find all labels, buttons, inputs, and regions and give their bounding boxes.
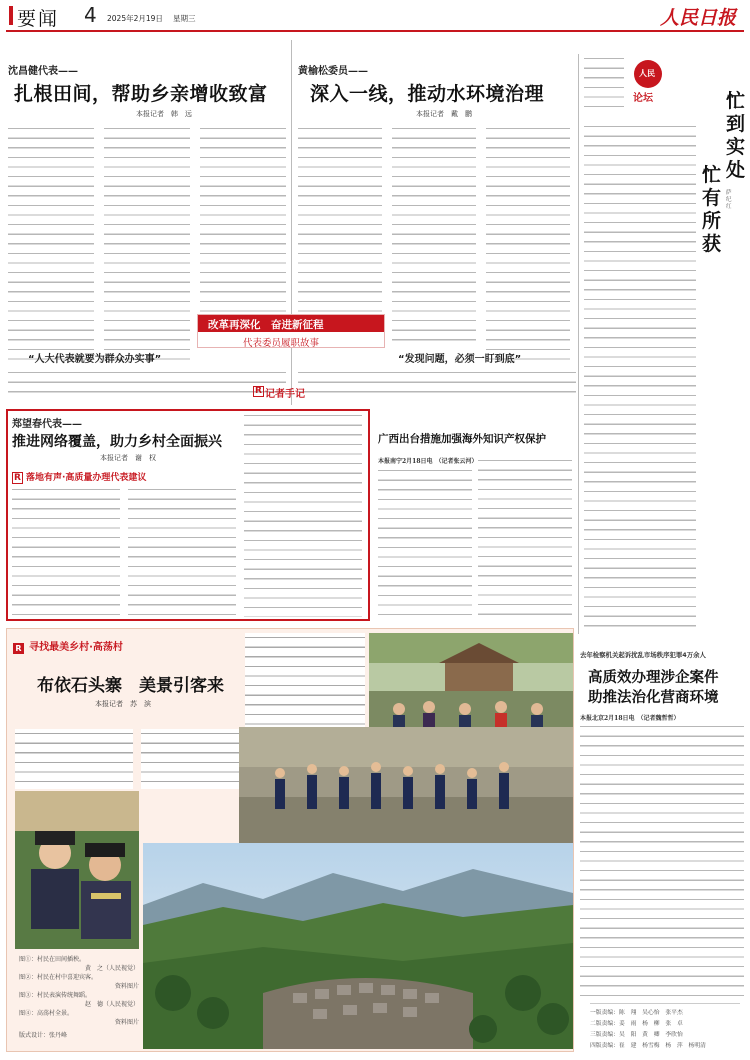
article-kicker: 郑望春代表—— (12, 419, 82, 430)
article-headline: 推进网络覆盖，助力乡村全面振兴 (12, 434, 222, 450)
credit-line: 三版责编：吴 阳 黄 卿 李欣怡 (590, 1032, 683, 1038)
body-text-column (8, 368, 286, 400)
credit-line: 一版责编：陈 翔 吴心怡 张平杰 (590, 1010, 683, 1016)
banner-line1: 改革再深化 奋进新征程 (208, 319, 324, 331)
article-headline: 广西出台措施加强海外知识产权保护 (378, 433, 546, 445)
commentary-left-border (578, 54, 579, 634)
article-byline: 本报记者 韩 远 (136, 110, 192, 118)
caption-line: 图④：高荡村全景。 (19, 1010, 74, 1017)
article-kicker: 沈昌健代表—— (8, 66, 78, 77)
r-icon: R (14, 473, 21, 483)
body-text-column (378, 466, 472, 622)
masthead-logo: 人民日报 (660, 7, 737, 29)
caption-line: 图③：村民表演传统舞蹈。 (19, 992, 92, 999)
editor-credits (590, 1003, 740, 1057)
article-kicker: 黄榆松委员—— (298, 66, 368, 77)
article-kicker: 去年检察机关起诉扰乱市场秩序犯罪4万余人 (580, 651, 706, 659)
article-headline: 助推法治化营商环境 (588, 690, 719, 706)
feature-byline: 本报记者 苏 滨 (95, 700, 151, 708)
commentary-text (584, 54, 624, 114)
article-headline: 高质效办理涉企案件 (588, 670, 719, 686)
credit-line: 二版责编：姜 雨 杨 柳 张 卓 (590, 1021, 683, 1027)
feature-tag-label: 寻找最美乡村·高荡村 (29, 642, 123, 653)
article-headline: 深入一线，推动水环境治理 (310, 83, 545, 105)
caption-line: 图①：村民在田间插秧。 (19, 956, 86, 963)
quote-subheading: “人大代表就要为群众办实事” (28, 354, 162, 365)
photo-welcome (369, 633, 573, 741)
caption-credit: 资料图片 (114, 983, 139, 990)
series-banner (197, 314, 385, 348)
body-text-column (200, 124, 286, 346)
body-text-column (478, 456, 572, 622)
body-text-column (580, 722, 744, 998)
article-byline: 本报记者 谢 权 (100, 454, 156, 462)
photo-dance (239, 727, 573, 847)
body-text-column (141, 729, 239, 789)
caption-credit: 赵 德（人民视觉） (84, 1001, 139, 1008)
column-divider (291, 40, 292, 405)
article-guangxi (378, 409, 574, 629)
feature-tag (13, 635, 123, 654)
photo-captions (19, 955, 139, 1051)
commentary-author: 萨 纪 红 (726, 190, 738, 210)
commentary-logo (630, 60, 666, 104)
sub-column-tag (12, 470, 146, 483)
page-number: 4 (84, 3, 97, 27)
article-zheng-box (6, 409, 370, 621)
commentary-box (578, 40, 744, 638)
page-header (0, 0, 750, 34)
issue-date: 2025年2月19日 (107, 14, 163, 23)
article-headline: 扎根田间，帮助乡亲增收致富 (14, 83, 268, 105)
section-marker (9, 6, 13, 25)
article-procuratorate (580, 650, 744, 1000)
body-text-column (298, 124, 382, 346)
layout-designer: 版式设计：张丹峰 (19, 1032, 68, 1039)
commentary-text (584, 122, 696, 634)
r-icon: R (13, 643, 24, 654)
issue-weekday: 星期三 (173, 14, 196, 23)
photo-panorama (143, 843, 573, 1049)
logo-bottom-text: 论坛 (633, 93, 653, 104)
reporter-notes-label: 记者手记 (265, 389, 305, 400)
section-name: 要闻 (17, 8, 60, 30)
caption-credit: 资料图片 (114, 1019, 139, 1026)
photo-villager (15, 791, 139, 949)
village-feature (6, 628, 574, 1052)
article-dateline: 本报北京2月18日电 （记者魏哲哲） (580, 715, 680, 722)
article-byline: 本报记者 戴 鹏 (416, 110, 472, 118)
logo-top-text: 人民 (639, 69, 655, 78)
body-text-column (392, 124, 476, 346)
sub-column-label: 落地有声·高质量办理代表建议 (25, 473, 147, 483)
r-icon: R (255, 386, 262, 396)
caption-credit: 黄 之（人民视觉） (84, 965, 139, 972)
body-text-column (12, 485, 120, 617)
banner-line2: 代表委员履职故事 (243, 338, 320, 349)
header-rule (6, 30, 744, 32)
article-dateline: 本报南宁2月18日电 （记者张云河） (378, 458, 478, 465)
credit-line: 四版责编：崔 建 杨雪梅 杨 萍 杨明清 (590, 1043, 706, 1049)
body-text-column (128, 485, 236, 617)
caption-line: 图②：村民在村中喜迎宾客。 (19, 974, 98, 981)
body-text-column (15, 729, 133, 789)
feature-headline: 布依石头寨 美景引客来 (37, 676, 224, 696)
body-text-column (245, 633, 365, 727)
body-text-column (244, 411, 362, 617)
body-text-column (298, 368, 576, 400)
commentary-title-2: 忙有所获 (702, 164, 722, 255)
commentary-title-1: 忙到实处 (726, 90, 746, 181)
quote-subheading: “发现问题，必须一盯到底” (398, 354, 522, 365)
